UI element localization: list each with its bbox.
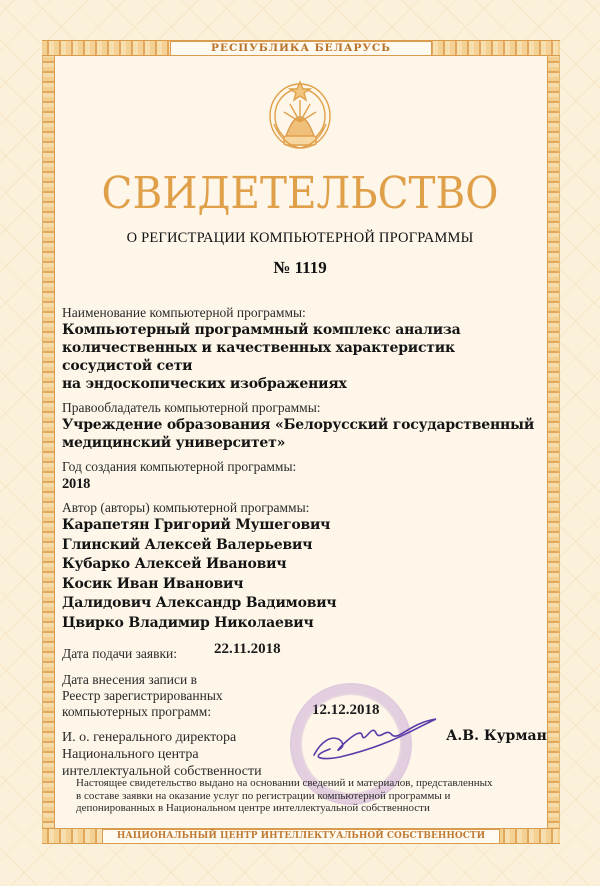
year-value: 2018 — [62, 476, 91, 492]
registry-date-label: Дата внесения записи в — [62, 672, 197, 687]
top-ornament-band — [42, 40, 560, 56]
signatory-name: А.В. Курман — [446, 728, 547, 744]
rightholder-label: Правообладатель компьютерной программы: — [62, 400, 321, 415]
authors-section — [62, 500, 542, 633]
application-date-label: Дата подачи заявки: — [62, 646, 178, 661]
author-name: Цвирко Владимир Николаевич — [62, 614, 314, 631]
author-name: Далидович Александр Вадимович — [62, 595, 337, 611]
issuer-band-label: НАЦИОНАЛЬНЫЙ ЦЕНТР ИНТЕЛЛЕКТУАЛЬНОЙ СОБСТВЕННОСТИ — [102, 829, 500, 844]
country-band-label: РЕСПУБЛИКА БЕЛАРУСЬ — [170, 41, 432, 56]
signature-icon — [300, 705, 440, 765]
application-date-row — [62, 643, 542, 665]
rightholder-line: медицинский университет» — [62, 435, 286, 451]
year-label: Год создания компьютерной программы: — [62, 459, 297, 474]
author-name: Кубарко Алексей Иванович — [62, 556, 287, 572]
author-name: Глинский Алексей Валерьевич — [62, 536, 313, 553]
certificate-number: № 1119 — [273, 258, 327, 277]
certificate-title: СВИДЕТЕЛЬСТВО — [101, 168, 499, 219]
footer-note-line: Настоящее свидетельство выдано на основании сведений и материалов, представленных — [76, 777, 493, 789]
coat-of-arms-icon — [264, 78, 336, 158]
program-name-line: количественных и качественных характеристик сосудистой сети — [62, 340, 455, 374]
signatory-title: интеллектуальной собственности — [62, 764, 262, 779]
author-name: Карапетян Григорий Мушегович — [62, 517, 331, 533]
program-name-line: на эндоскопических изображениях — [62, 376, 347, 392]
program-name-label: Наименование компьютерной программы: — [62, 305, 306, 320]
certificate-subtitle: О РЕГИСТРАЦИИ КОМПЬЮТЕРНОЙ ПРОГРАММЫ — [126, 230, 474, 246]
rightholder-section — [62, 400, 542, 452]
footer-note — [76, 777, 536, 815]
authors-label: Автор (авторы) компьютерной программы: — [62, 500, 310, 515]
registry-date-label: Реестр зарегистрированных — [62, 688, 223, 703]
author-name: Косик Иван Иванович — [62, 575, 244, 592]
year-section — [62, 459, 542, 493]
rightholder-line: Учреждение образования «Белорусский государственный — [62, 417, 535, 433]
footer-note-line: в составе заявки на оказание услуг по регистрации компьютерной программы и — [76, 789, 451, 802]
signatory-title: И. о. генерального директора — [62, 730, 237, 745]
bottom-ornament-band — [42, 828, 560, 844]
registry-date-value: 12.12.2018 — [312, 702, 380, 718]
footer-note-line: депонированных в Национальном центре интеллектуальной собственности — [76, 802, 430, 814]
signatory-title: Национального центра — [62, 747, 199, 762]
program-name-line: Компьютерный программный комплекс анализа — [62, 322, 461, 338]
application-date-value: 22.11.2018 — [214, 641, 281, 657]
program-name-section — [62, 305, 542, 393]
registry-date-label: компьютерных программ: — [62, 704, 212, 719]
